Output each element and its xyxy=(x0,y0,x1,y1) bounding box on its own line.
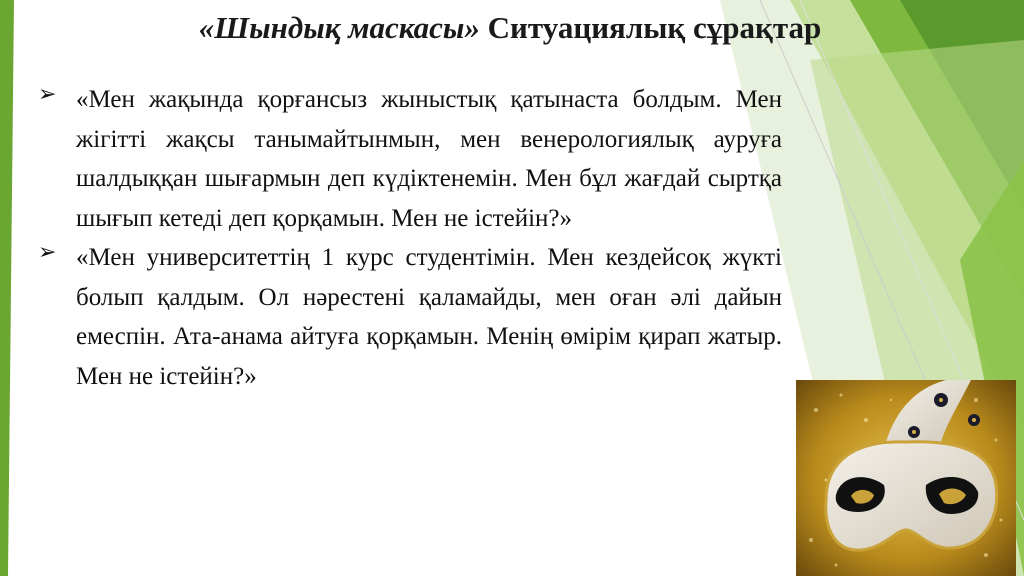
title-main-part: Ситуациялық сұрақтар xyxy=(479,10,822,45)
mask-picture xyxy=(796,380,1016,576)
left-accent-bar xyxy=(0,0,14,576)
bullet-item xyxy=(38,238,782,396)
bullet-text: «Мен университеттің 1 курс студентімін. Мен кездейсоқ жүкті болып қалдым. Ол нәрестені қаламайды, мен оған әлі дайын емеспін. Ата-анама айтуға қорқамын. Менің өмірім қирап жатыр. Мен не істейін?» xyxy=(76,244,782,390)
arrow-bullet-icon: ➢ xyxy=(38,240,57,265)
slide-title xyxy=(110,10,910,46)
carnival-mask-image xyxy=(796,380,1016,576)
bullet-text: «Мен жақында қорғансыз жыныстық қатынаста болдым. Мен жігітті жақсы танымайтынмын, мен венерологиялық ауруға шалдыққан шығармын деп күдіктенемін. Мен бұл жағдай сыртқа шығып кетеді деп қорқамын. Мен не істейін?» xyxy=(76,86,782,232)
title-italic-part: «Шындық маскасы» xyxy=(198,10,480,45)
arrow-bullet-icon: ➢ xyxy=(38,82,57,107)
bullet-item xyxy=(38,80,782,238)
bullet-list xyxy=(38,80,782,396)
